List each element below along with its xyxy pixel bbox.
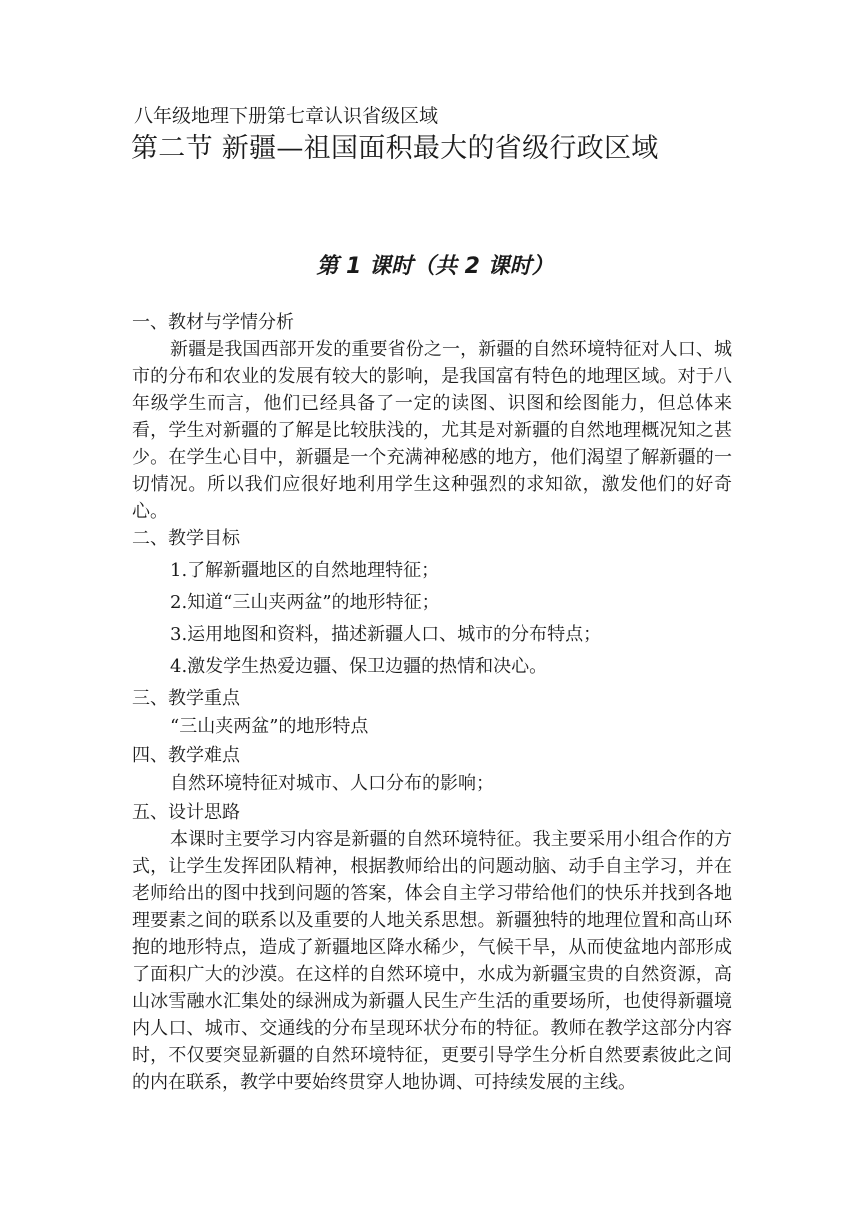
page-title: 第二节 新疆—祖国面积最大的省级行政区域 [131, 133, 659, 164]
key-point-text: “三山夹两盆”的地形特点 [170, 716, 369, 737]
course-line: 八年级地理下册第七章认识省级区域 [134, 105, 439, 127]
objective-item: 4.激发学生热爱边疆、保卫边疆的热情和决心。 [170, 656, 548, 677]
analysis-paragraph: 新疆是我国西部开发的重要省份之一，新疆的自然环境特征对人口、城市的分布和农业的发展有较大的影响，是我国富有特色的地理区域。对于八年级学生而言，他们已经具备了一定的读图、识图和绘图能力，但总体来看，学生对新疆的了解是比较肤浅的，尤其是对新疆的自然地理概况知之甚少。在学生心目中，新疆是一个充满神秘感的地方，他们渴望了解新疆的一切情况。所以我们应很好地利用学生这种强烈的求知欲，激发他们的好奇心。 [132, 339, 732, 522]
section-heading-analysis: 一、教材与学情分析 [132, 312, 294, 333]
lesson-label: 第 1 课时（共 2 课时） [316, 254, 554, 279]
objectives-list [132, 555, 732, 683]
objective-item: 1.了解新疆地区的自然地理特征； [170, 560, 440, 581]
section-heading-key-point: 三、教学重点 [132, 688, 240, 709]
section-heading-design: 五、设计思路 [132, 802, 240, 823]
section-heading-difficulty: 四、教学难点 [132, 745, 240, 766]
difficulty-text: 自然环境特征对城市、人口分布的影响； [170, 773, 494, 794]
objective-item: 3.运用地图和资料，描述新疆人口、城市的分布特点； [170, 624, 602, 645]
section-heading-objectives: 二、教学目标 [132, 528, 240, 549]
design-paragraph: 本课时主要学习内容是新疆的自然环境特征。我主要采用小组合作的方式，让学生发挥团队精神，根据教师给出的问题动脑、动手自主学习，并在老师给出的图中找到问题的答案，体会自主学习带给他们的快乐并找到各地理要素之间的联系以及重要的人地关系思想。新疆独特的地理位置和高山环抱的地形特点，造成了新疆地区降水稀少，气候干旱，从而使盆地内部形成了面积广大的沙漠。在这样的自然环境中，水成为新疆宝贵的自然资源，高山冰雪融水汇集处的绿洲成为新疆人民生产生活的重要场所，也使得新疆境内人口、城市、交通线的分布呈现环状分布的特征。教师在教学这部分内容时，不仅要突显新疆的自然环境特征，更要引导学生分析自然要素彼此之间的内在联系，教学中要始终贯穿人地协调、可持续发展的主线。 [132, 829, 732, 1093]
document-body [132, 309, 732, 1096]
objective-item: 2.知道“三山夹两盆”的地形特征； [170, 592, 440, 613]
